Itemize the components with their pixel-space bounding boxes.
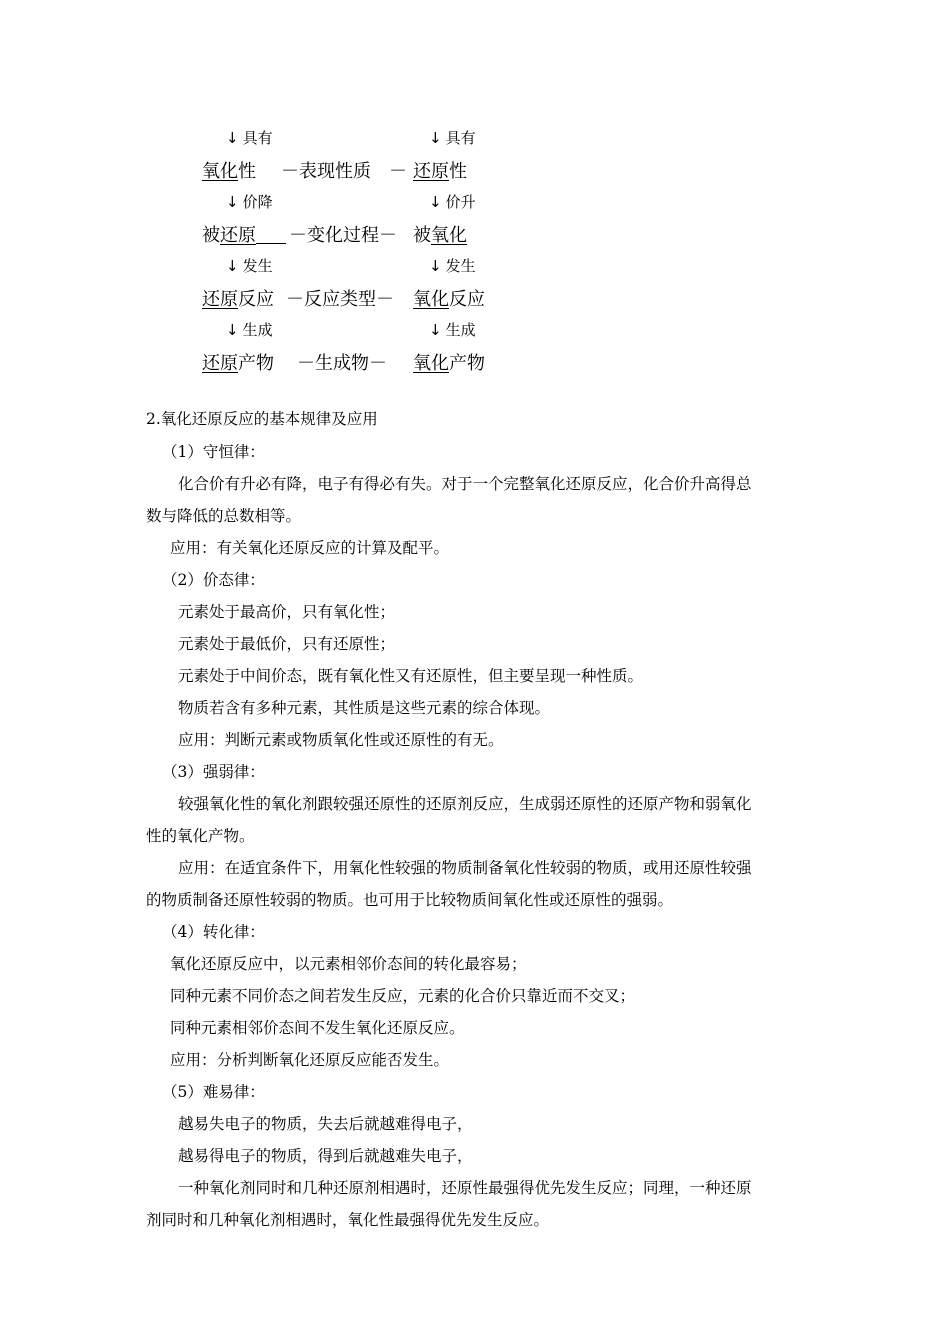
application-line: 的物质制备还原性较弱的物质。也可用于比较物质间氧化性或还原性的强弱。 [146,891,674,909]
paragraph-line: 越易得电子的物质，得到后就越难失电子， [178,1147,473,1165]
middle-term: －变化过程－ [289,225,397,246]
paragraph-line: 化合价有升必有降，电子有得必有失。对于一个完整氧化还原反应，化合价升高得总 [178,475,752,493]
law-title: （3）强弱律： [162,763,265,781]
left-arrow-label: ↓ 发生 [226,257,273,275]
paragraph-line: 元素处于最低价，只有还原性； [178,635,396,653]
right-arrow-label: ↓ 发生 [429,257,476,275]
diagram-arrow-row-3 [0,255,950,277]
diagram-row-process [0,221,950,249]
diagram-arrow-row-2 [0,191,950,213]
middle-term: －反应类型－ [286,289,394,310]
diagram-row-property [0,157,950,185]
paragraph-line: 一种氧化剂同时和几种还原剂相遇时，还原性最强得优先发生反应；同理，一种还原 [178,1179,752,1197]
law-title: （4）转化律： [162,923,265,941]
application-line: 应用：判断元素或物质氧化性或还原性的有无。 [178,731,504,749]
diagram-arrow-row-4 [0,319,950,341]
middle-term: －表现性质 － [281,161,407,182]
right-arrow-label: ↓ 价升 [429,193,476,211]
right-arrow-label: ↓ 具有 [429,129,476,147]
paragraph-line: 同种元素不同价态之间若发生反应，元素的化合价只靠近而不交叉； [170,987,636,1005]
paragraph-line: 较强氧化性的氧化剂跟较强还原性的还原剂反应，生成弱还原性的还原产物和弱氧化 [178,795,752,813]
law-title: （2）价态律： [162,571,265,589]
down-arrow-icon: ↓ [429,257,442,275]
middle-term: －生成物－ [297,353,387,374]
paragraph-line: 性的氧化产物。 [146,827,255,845]
application-line: 应用：在适宜条件下，用氧化性较强的物质制备氧化性较弱的物质，或用还原性较强 [178,859,752,877]
paragraph-line: 数与降低的总数相等。 [146,507,302,525]
underline-blank [256,225,286,244]
down-arrow-icon: ↓ [226,193,239,211]
left-term: 氧化性 [202,161,256,182]
right-term: 还原性 [413,161,467,182]
left-term: 还原产物 [202,353,274,374]
application-line: 应用：分析判断氧化还原反应能否发生。 [170,1051,450,1069]
right-term: 氧化反应 [413,289,485,310]
paragraph-line: 物质若含有多种元素，其性质是这些元素的综合体现。 [178,699,551,717]
left-arrow-label: ↓ 生成 [226,321,273,339]
down-arrow-icon: ↓ [226,321,239,339]
left-term: 还原反应 [202,289,274,310]
down-arrow-icon: ↓ [429,193,442,211]
paragraph-line: 元素处于中间价态，既有氧化性又有还原性，但主要呈现一种性质。 [178,667,644,685]
diagram-row-reaction-type [0,285,950,313]
down-arrow-icon: ↓ [226,129,239,147]
paragraph-line: 越易失电子的物质，失去后就越难得电子， [178,1115,473,1133]
right-arrow-label: ↓ 生成 [429,321,476,339]
section-heading: 2.氧化还原反应的基本规律及应用 [146,410,378,428]
paragraph-line: 元素处于最高价，只有氧化性； [178,603,396,621]
left-arrow-label: ↓ 具有 [226,129,273,147]
down-arrow-icon: ↓ [429,129,442,147]
right-term: 氧化产物 [413,353,485,374]
law-title: （5）难易律： [162,1083,265,1101]
left-arrow-label: ↓ 价降 [226,193,273,211]
right-term: 被氧化 [413,225,467,246]
down-arrow-icon: ↓ [226,257,239,275]
application-line: 应用：有关氧化还原反应的计算及配平。 [170,539,450,557]
oxidation-reduction-diagram [0,0,950,400]
law-title: （1）守恒律： [162,443,265,461]
paragraph-line: 同种元素相邻价态间不发生氧化还原反应。 [170,1019,465,1037]
paragraph-line: 氧化还原反应中，以元素相邻价态间的转化最容易； [170,955,527,973]
down-arrow-icon: ↓ [429,321,442,339]
diagram-row-product [0,349,950,377]
left-term: 被还原 [202,221,286,247]
paragraph-line: 剂同时和几种氧化剂相遇时，氧化性最强得优先发生反应。 [146,1211,550,1229]
diagram-arrow-row-1 [0,127,950,149]
